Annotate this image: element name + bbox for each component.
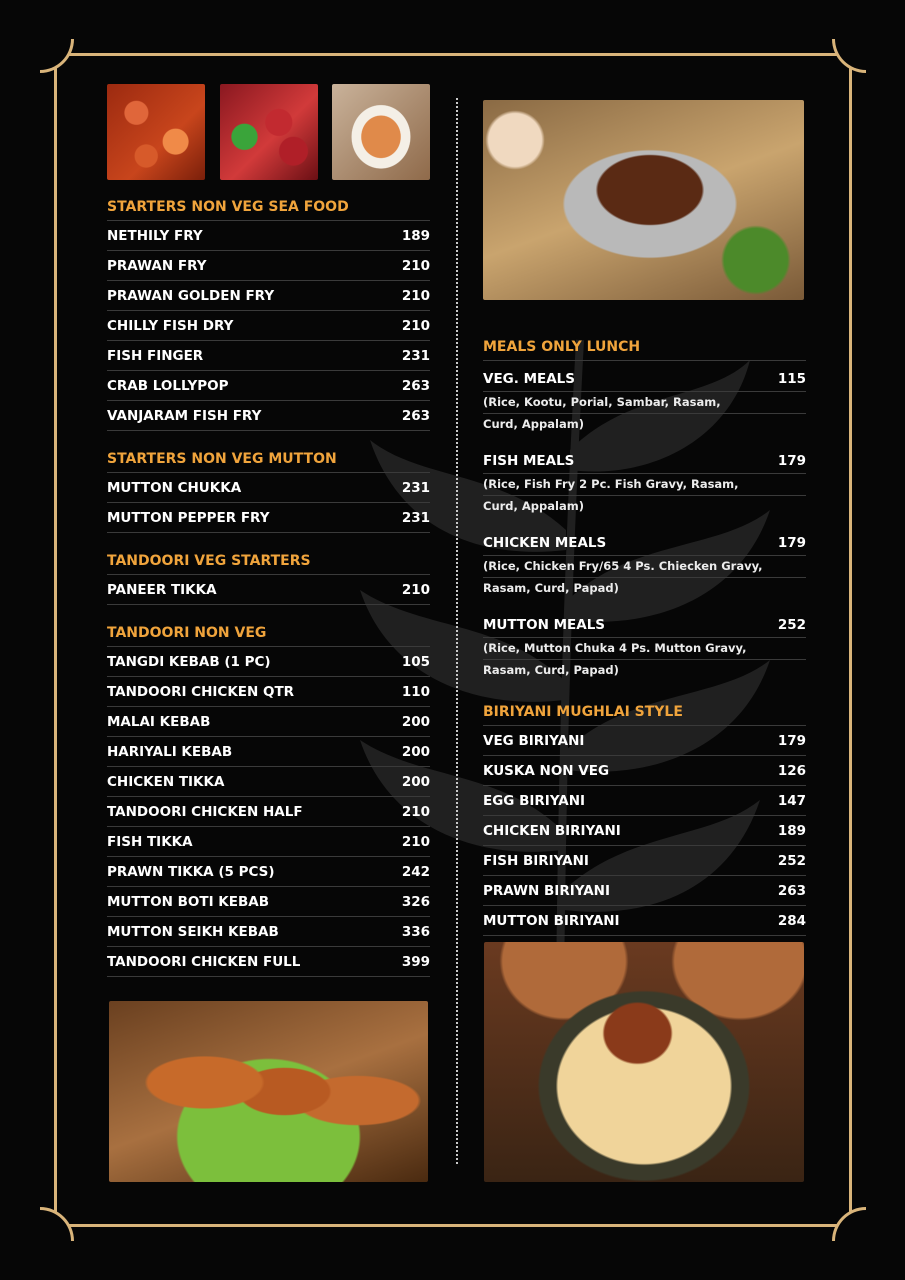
- item-name: FISH TIKKA: [107, 833, 193, 850]
- food-thumbnails: [107, 84, 430, 180]
- item-name: PRAWAN FRY: [107, 257, 207, 274]
- section-title: STARTERS NON VEG SEA FOOD: [107, 194, 430, 221]
- item-price: 210: [401, 581, 430, 598]
- item-name: FISH MEALS: [483, 453, 575, 469]
- item-description: Curd, Appalam): [483, 417, 584, 431]
- chicken-chukka-photo: [483, 100, 804, 300]
- menu-item: [107, 341, 430, 371]
- item-price: 210: [401, 287, 430, 304]
- item-name: MUTTON PEPPER FRY: [107, 509, 270, 526]
- item-description: Rasam, Curd, Papad): [483, 581, 619, 595]
- item-name: MUTTON BOTI KEBAB: [107, 893, 270, 910]
- section-title: TANDOORI VEG STARTERS: [107, 548, 430, 575]
- item-price: 263: [401, 407, 430, 424]
- item-price: 200: [401, 713, 430, 730]
- item-price: 326: [401, 893, 430, 910]
- menu-item: [483, 726, 806, 756]
- item-price: 263: [401, 377, 430, 394]
- item-description: (Rice, Kootu, Porial, Sambar, Rasam,: [483, 392, 806, 414]
- item-price: 210: [401, 833, 430, 850]
- item-name: VANJARAM FISH FRY: [107, 407, 262, 424]
- menu-item: [107, 887, 430, 917]
- item-description: (Rice, Fish Fry 2 Pc. Fish Gravy, Rasam,: [483, 474, 806, 496]
- item-name: CHICKEN TIKKA: [107, 773, 225, 790]
- item-name: MUTTON CHUKKA: [107, 479, 242, 496]
- meal-item: [483, 367, 806, 435]
- biriyani-section: [483, 699, 806, 936]
- item-name: FISH BIRIYANI: [483, 852, 589, 869]
- menu-item: [107, 311, 430, 341]
- item-price: 179: [777, 732, 806, 749]
- item-price: 210: [401, 803, 430, 820]
- item-name: TANDOORI CHICKEN FULL: [107, 953, 301, 970]
- item-name: CHILLY FISH DRY: [107, 317, 234, 334]
- menu-item: [107, 473, 430, 503]
- meal-item: [483, 613, 806, 681]
- menu-item: [107, 797, 430, 827]
- item-name: CHICKEN BIRIYANI: [483, 822, 621, 839]
- menu-item: [107, 251, 430, 281]
- menu-item: [107, 827, 430, 857]
- item-price: 115: [777, 371, 806, 387]
- item-price: 231: [401, 479, 430, 496]
- item-price: 200: [401, 773, 430, 790]
- item-price: 231: [401, 347, 430, 364]
- item-price: 210: [401, 257, 430, 274]
- item-description: (Rice, Chicken Fry/65 4 Ps. Chiecken Gravy,: [483, 556, 806, 578]
- item-price: 179: [777, 453, 806, 469]
- meal-item: [483, 531, 806, 599]
- menu-item: [107, 947, 430, 977]
- menu-item: [107, 647, 430, 677]
- menu-section: [107, 548, 430, 605]
- section-title: BIRIYANI MUGHLAI STYLE: [483, 699, 806, 726]
- item-name: KUSKA NON VEG: [483, 762, 610, 779]
- menu-item: [107, 677, 430, 707]
- item-description: (Rice, Mutton Chuka 4 Ps. Mutton Gravy,: [483, 638, 806, 660]
- item-name: FISH FINGER: [107, 347, 204, 364]
- menu-section: [107, 194, 430, 431]
- item-price: 336: [401, 923, 430, 940]
- menu-item: [107, 371, 430, 401]
- menu-section: [107, 620, 430, 977]
- section-title: TANDOORI NON VEG: [107, 620, 430, 647]
- item-price: 252: [777, 852, 806, 869]
- meal-item: [483, 449, 806, 517]
- column-divider: [456, 98, 458, 1164]
- item-name: MALAI KEBAB: [107, 713, 211, 730]
- menu-item: [483, 756, 806, 786]
- item-price: 189: [777, 822, 806, 839]
- item-name: PRAWN TIKKA (5 PCS): [107, 863, 275, 880]
- item-name: MUTTON BIRIYANI: [483, 912, 620, 929]
- menu-item: [107, 575, 430, 605]
- item-price: 263: [777, 882, 806, 899]
- menu-item: [483, 846, 806, 876]
- menu-item: [107, 221, 430, 251]
- item-price: 200: [401, 743, 430, 760]
- chilli-chicken-photo: [220, 84, 318, 180]
- item-price: 231: [401, 509, 430, 526]
- item-name: PANEER TIKKA: [107, 581, 217, 598]
- menu-item: [483, 786, 806, 816]
- item-name: HARIYALI KEBAB: [107, 743, 233, 760]
- item-name: VEG BIRIYANI: [483, 732, 585, 749]
- menu-item: [483, 876, 806, 906]
- section-title: MEALS ONLY LUNCH: [483, 334, 806, 361]
- menu-section: [107, 446, 430, 533]
- menu-item: [107, 707, 430, 737]
- item-name: CHICKEN MEALS: [483, 535, 607, 551]
- item-name: TANGDI KEBAB (1 PC): [107, 653, 271, 670]
- left-column: [107, 84, 430, 977]
- item-name: EGG BIRIYANI: [483, 792, 586, 809]
- item-price: 252: [777, 617, 806, 633]
- item-price: 179: [777, 535, 806, 551]
- item-price: 126: [777, 762, 806, 779]
- menu-item: [107, 767, 430, 797]
- item-price: 210: [401, 317, 430, 334]
- menu-item: [107, 401, 430, 431]
- item-description: Rasam, Curd, Papad): [483, 663, 619, 677]
- item-name: TANDOORI CHICKEN QTR: [107, 683, 295, 700]
- fish-fry-photo: [332, 84, 430, 180]
- menu-item: [107, 857, 430, 887]
- item-name: MUTTON SEIKH KEBAB: [107, 923, 279, 940]
- item-name: CRAB LOLLYPOP: [107, 377, 229, 394]
- item-price: 399: [401, 953, 430, 970]
- item-name: VEG. MEALS: [483, 371, 576, 387]
- item-name: PRAWN BIRIYANI: [483, 882, 611, 899]
- tandoori-chicken-photo: [109, 1001, 428, 1182]
- section-title: STARTERS NON VEG MUTTON: [107, 446, 430, 473]
- item-name: MUTTON MEALS: [483, 617, 606, 633]
- item-name: PRAWAN GOLDEN FRY: [107, 287, 275, 304]
- item-name: NETHILY FRY: [107, 227, 203, 244]
- menu-item: [107, 737, 430, 767]
- menu-item: [483, 816, 806, 846]
- item-price: 105: [401, 653, 430, 670]
- item-name: TANDOORI CHICKEN HALF: [107, 803, 303, 820]
- prawn-curry-photo: [107, 84, 205, 180]
- item-price: 284: [777, 912, 806, 929]
- right-column: [483, 100, 806, 936]
- item-price: 189: [401, 227, 430, 244]
- menu-item: [107, 281, 430, 311]
- menu-item: [107, 917, 430, 947]
- item-price: 110: [401, 683, 430, 700]
- item-description: Curd, Appalam): [483, 499, 584, 513]
- item-price: 147: [777, 792, 806, 809]
- menu-item: [483, 906, 806, 936]
- item-price: 242: [401, 863, 430, 880]
- meals-section: [483, 334, 806, 681]
- menu-item: [107, 503, 430, 533]
- chicken-biriyani-photo: [484, 942, 804, 1182]
